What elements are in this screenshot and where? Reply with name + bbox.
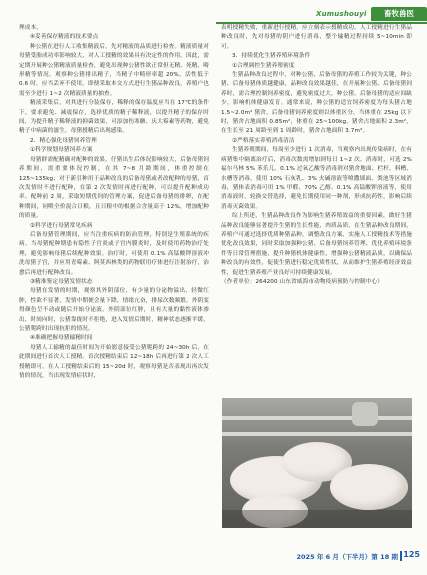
page-footer — [296, 549, 420, 563]
paragraph: 后备母猪管理期间，应当注重疾病的防治管理，特别是生殖系统的疾病。当母猪配种期患有隐性子宫炎或子宫内膜炎时，及时使用药物治疗处理，避免影响母猪后续配种效果。治疗时，可使用 0.1% 高锰酸钾溶液冲洗母猪子宫，并应用青霉素、阿莫西林类的药物联用疗体进行注射治疗，治愈后再进行配种改良。 — [19, 231, 209, 276]
pen-rail — [222, 416, 412, 420]
running-header — [216, 6, 427, 23]
feed-bucket — [352, 402, 378, 426]
pig-photo — [222, 398, 412, 528]
paragraph: 综上所述，生猪品种改良作为影响生猪养殖效益的重要因素，做好生猪品种改良能够显著提升生猪的生长性能、肉质品质，在生猪品种改良期间，养殖户可通过选择优质种猪品种，调整改良方案，实施人工授精技术等措施优化改良效果，同时采取加强种公猪、后备母猪饲养管理、优化养殖环境条件等日常管理措施，提升种猪机体健康性，增强种公猪精液品质，以确保品种改良的有效性，促使生猪进行稳定优质性状，从而维护生猪养殖经济效益性，促进生猪养殖产业良好可持续健康发展。 — [221, 213, 412, 276]
paragraph: （作者单位：264200 山东省威海市动物疫病预防与控制中心） — [221, 278, 384, 285]
paragraph: 理成本。 — [19, 25, 42, 31]
left-column — [19, 24, 209, 381]
paragraph: 母猪群需配精确对配种的效果，仔猪出生后体况影响较大，后备母猪饲养期间，需重要体况控制，在其 7~8 月龄期间，体重控制在 125~135kg；对于新引种用于品种改良的后备母猪或者改配种的母猪，首次发情时不进行配种，在第 2 次发情时再进行配种，可以提升配种成功率。配种前 2 周，采取短期优饲的管理方案，促进后备母猪的排卵，在配种期间，同喂全价混合日粮，且日粮中的根据合含量高于 12%，增加配种的质量。 — [19, 156, 209, 220]
paragraph: 母猪在发情的时期，观察其外阴部位，有少量的分泌物溢出，轻微红肿，性欲不显著，发情中期便会量下降，情绪亢奋，排尿次数频繁，外阴变得颜色呈不动或随后开始分泌液。外阴部位红肿，且有大量的黏性液体渗出，时间向时，公猪靠拢时不拒绝，进入发情后期时，精神状态逐渐平缓，公猪爬跨时出现抗拒的情况。 — [19, 288, 209, 332]
paragraph: ①合理调控生猪养殖密度 — [232, 62, 295, 69]
footer-issue: 2025 年 6 月（下半月）第 18 期 — [296, 553, 398, 561]
paragraph: ①科学规划母猪饲养方案 — [30, 147, 93, 154]
header-section-tag: 畜牧兽医 — [371, 7, 427, 21]
paragraph: 生猪品种改良过程中，对种公猪、后备母猪的养殖工作较为关键，种公猪、后备母猪体质越健康，品种改良效果越佳，在开展种公猪、后备母猪饲养时，需合理控制饲养密度，避免密度过大。种公猪、后备母猪的适应间缺少，影响机体健康发育。通常来说，种公猪的适宜饲养密度为每头猪占地 1.5~2.0m² 猪舍，后备母猪饲养密度则以体重区分，当体重在 25kg 以下时，猪舍占地面积 0.85m²，体重在 25~100kg，猪舍占地面积 2.3m²，在生长至 21 周龄至到 1 周龄时，猪舍占地面积 3.7m²。 — [221, 72, 412, 135]
paragraph: 2．精心强化母猪饲养管理 — [30, 137, 97, 144]
paragraph: ③精准鉴定母猪发情状态 — [30, 278, 93, 285]
paragraph: ④准确把握母猪输精时间 — [30, 335, 93, 342]
paragraph: 母猪人工输精的最佳时间为开始愿意接受公猪爬跨的 24~30h 后，在此期间进行首次人工授精。首次授精结束后 12~18h 后再进行第 2 次人工授精即可。在人工授精结束后的 15~20d 时，观察母猪是否表现出再次发情的情况，当出现发情症状时， — [19, 344, 209, 380]
paragraph: ②科学进行母猪常见疾病 — [30, 222, 93, 229]
pen-rail — [222, 432, 412, 436]
page-number: 125 — [403, 550, 420, 559]
right-column — [221, 24, 412, 287]
pen-shadow — [222, 510, 412, 528]
paragraph: ④妥善保存精液的技术要点 — [30, 34, 99, 41]
paragraph: ②严格落实养殖消毒清洁 — [232, 137, 295, 144]
paragraph: 3．持续优化生猪养殖环境条件 — [232, 53, 311, 60]
paragraph: 种公猪在进行人工收集精液后，先对精液的品质进行检查。精液质量对母猪受胎成功率影响较大，对人工授精的效果具有决定性的作用。因此，需定期开展种公猪精液质量检查，避免出现种公猪性欲正常但无精、死精、畸形精等情况。观察种公猪排出精子，当精子中畸形率超 20%，活性低于 0.6 时，应当丢弃不使用，即便采取本交方式进行生猪品种改良，养殖户也需至少进行 1~2 次精液质量的抽查。 — [19, 43, 209, 97]
header-section-en: Xumushouyi — [316, 10, 367, 18]
footer-divider — [400, 551, 402, 561]
pig-body — [330, 464, 408, 510]
paragraph: 精液采集后，对其进行分装保存，稀释的保存温度应当在 17℃的条件下，要求避免、减震保存，选择优质的精子稀释液，以提升精子的保存时间，为提升精子稀释液的抑菌效果，可添加伤寒糖、庆大霉素等药物，避免精子中病菌的滋生，母猪授精后出现感染。 — [19, 100, 209, 135]
paragraph: 生猪养殖期间，每周至少进行 1 次消毒，当观察内出现传染病时，在有病猪集中隔离治疗后，消毒次数需增加到每日 1~2 次。消毒时，可选 2% 福尔马林 5% 苯乐儿、0.1% 过氧乙酸等消毒剂对猪舍地面、栏杆、料槽、水槽等消毒，使用 10% 石灰乳、3% 火碱溶液等喷撒墙面、粪池等区域消毒，猪体表消毒可用 1% 甲醛、70% 乙醇、0.1% 高锰酸钾溶液等，使用消毒液时，轮换交替选择，避免长期使用同一种剂，形成抗药性，影响后续消毒灭菌效果。 — [221, 147, 412, 210]
paragraph: 表明授精失败，重新进行授精，应立刻表示授精成功。人工授精进行生猪品种改良时，先对母猪的阴户进行消毒，整个输精过程持续 5~10min 即可。 — [221, 25, 412, 50]
